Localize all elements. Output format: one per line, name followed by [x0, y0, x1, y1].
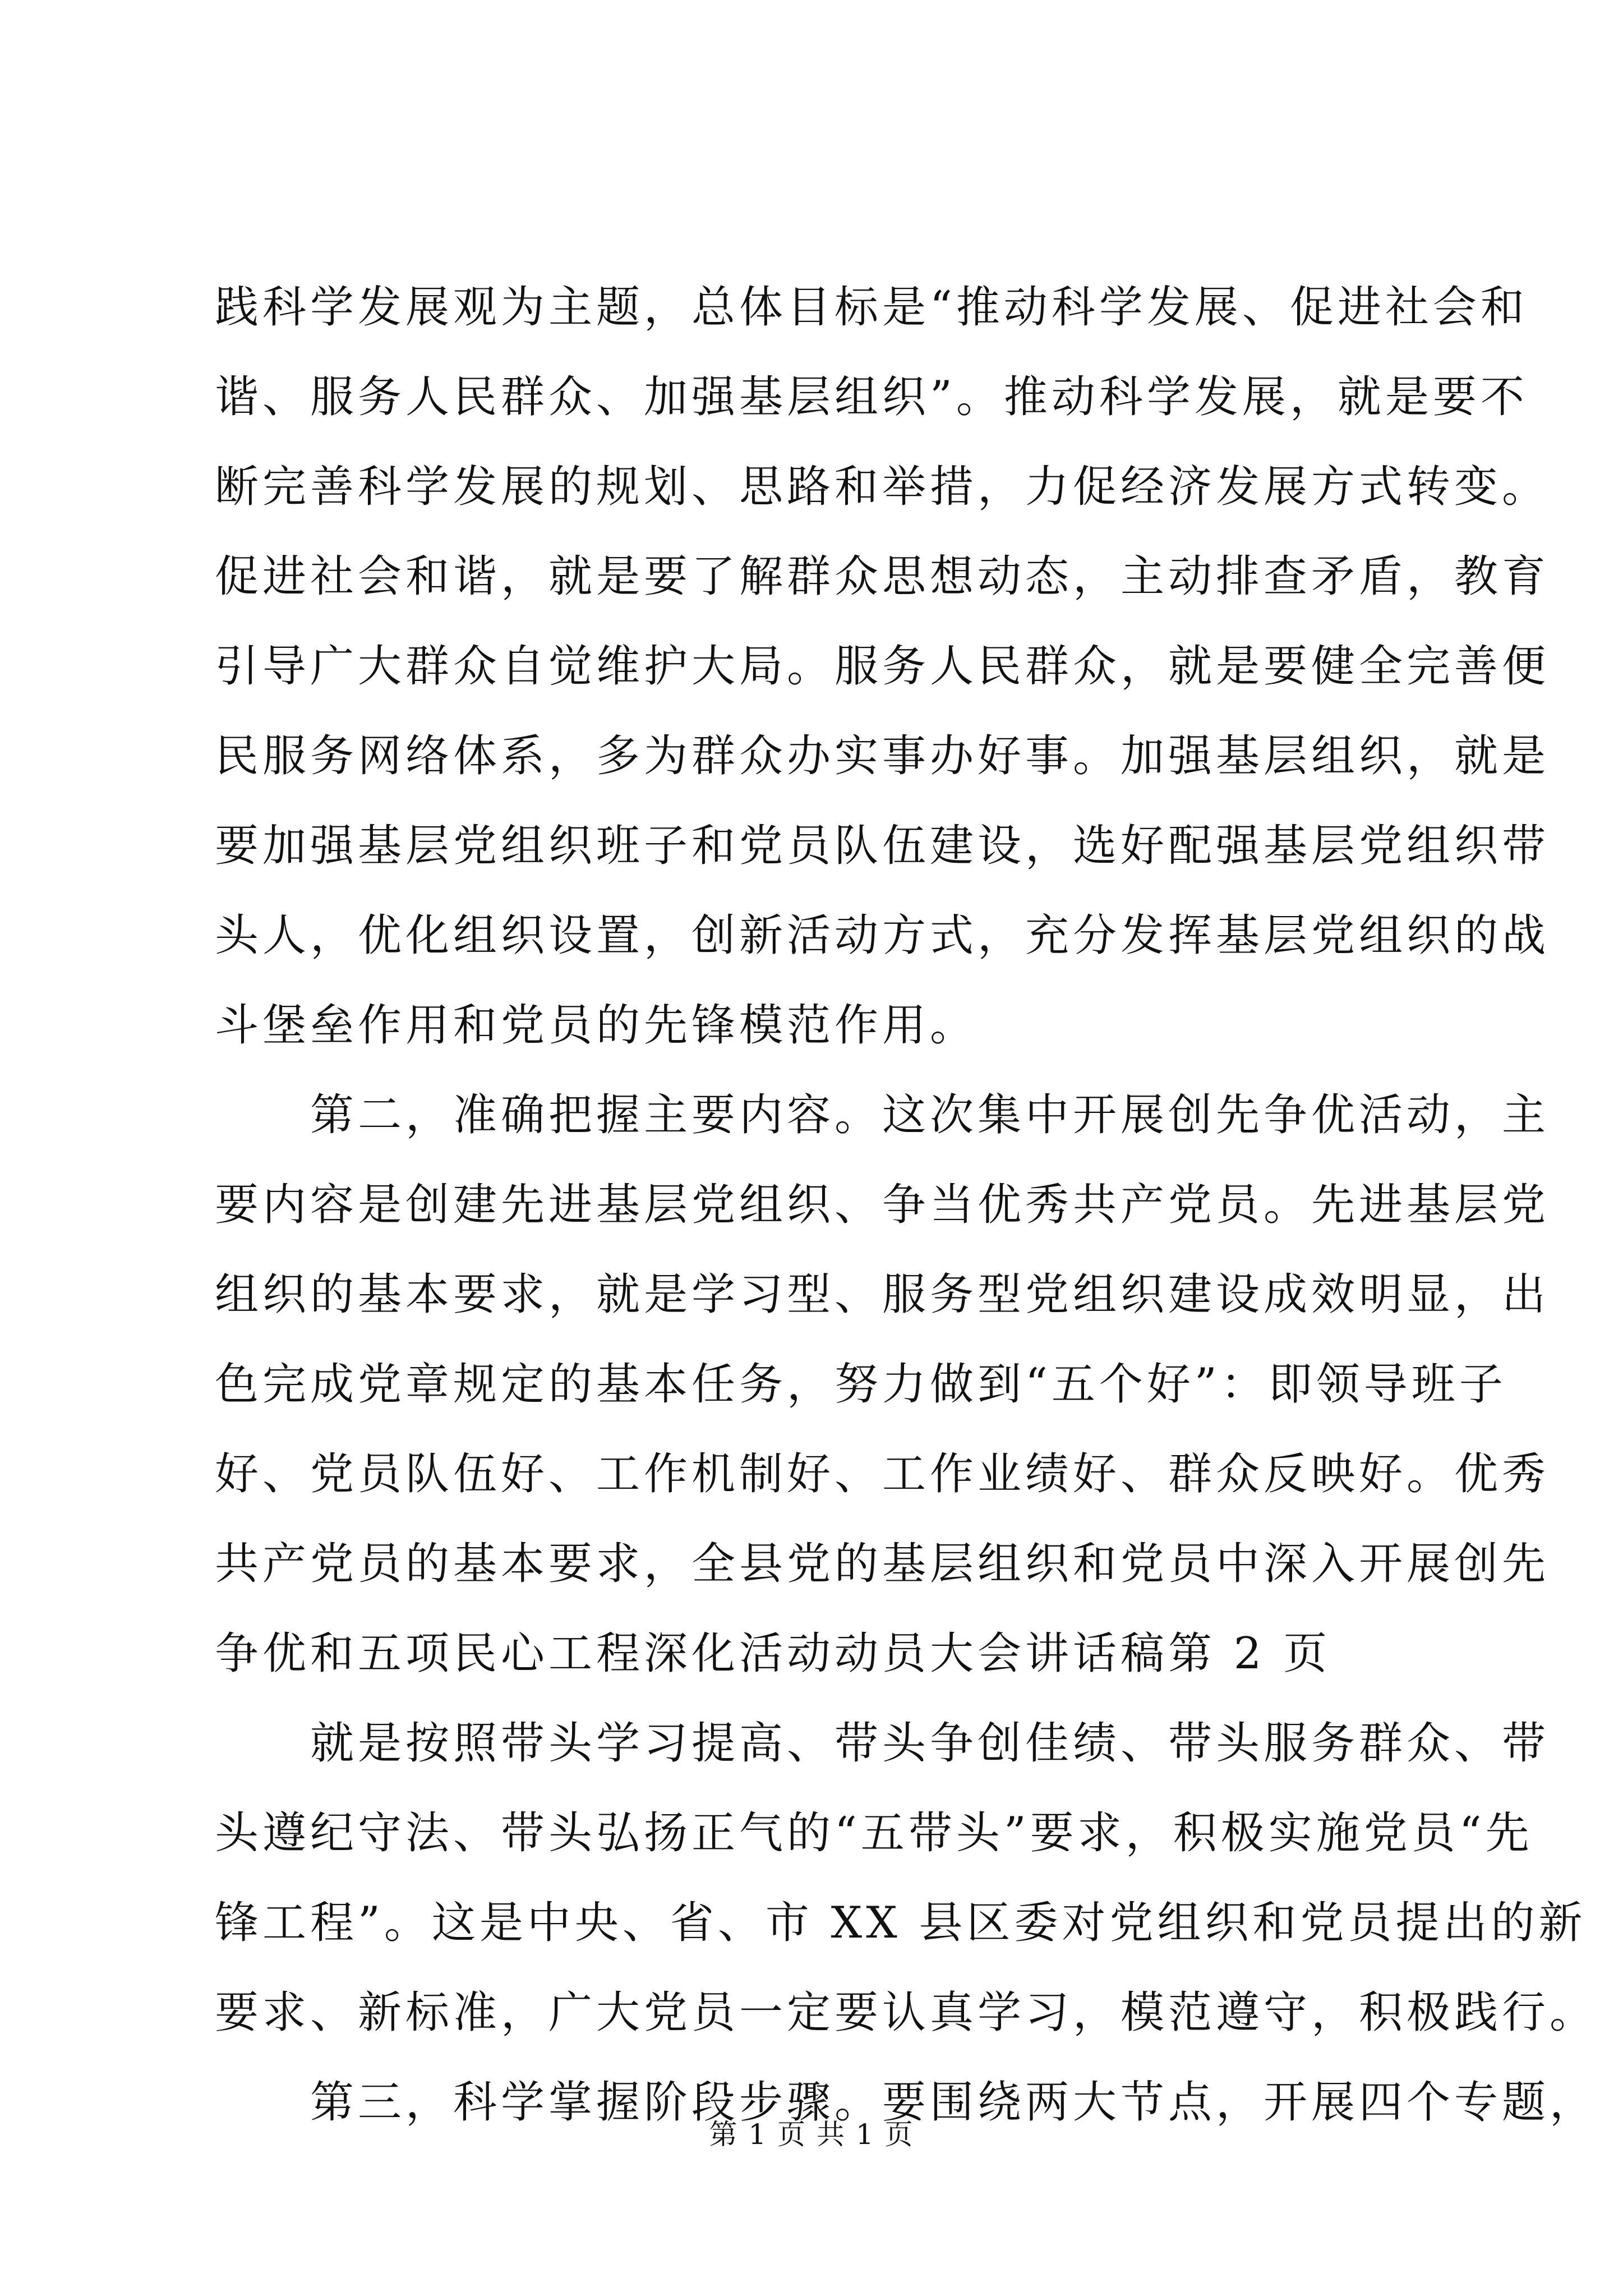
- text-line: 第二，准确把握主要内容。这次集中开展创先争优活动，主: [215, 1090, 1550, 1140]
- text-line: 要内容是创建先进基层党组织、争当优秀共产党员。先进基层党: [215, 1180, 1550, 1230]
- text-line: 要求、新标准，广大党员一定要认真学习，模范遵守，积极践行。: [215, 1987, 1598, 2038]
- text-line: 要加强基层党组织班子和党员队伍建设，选好配强基层党组织带: [215, 821, 1550, 871]
- text-line: 就是按照带头学习提高、带头争创佳绩、带头服务群众、带: [215, 1718, 1550, 1769]
- text-line: 民服务网络体系，多为群众办实事办好事。加强基层组织，就是: [215, 731, 1550, 781]
- text-line: 断完善科学发展的规划、思路和举措，力促经济发展方式转变。: [215, 462, 1550, 512]
- text-line: 色完成党章规定的基本任务，努力做到“五个好”：即领导班子: [215, 1359, 1507, 1410]
- text-line: 第三，科学掌握阶段步骤。要围绕两大节点，开展四个专题，: [215, 2077, 1598, 2128]
- text-line: 引导广大群众自觉维护大局。服务人民群众，就是要健全完善便: [215, 641, 1550, 692]
- text-line: 促进社会和谐，就是要了解群众思想动态，主动排查矛盾，教育: [215, 551, 1550, 602]
- page-footer: 第 1 页 共 1 页: [709, 2118, 914, 2151]
- text-line: 践科学发展观为主题，总体目标是“推动科学发展、促进社会和: [215, 282, 1528, 333]
- text-line: 头人，优化组织设置，创新活动方式，充分发挥基层党组织的战: [215, 910, 1550, 961]
- text-line: 头遵纪守法、带头弘扬正气的“五带头”要求，积极实施党员“先: [215, 1808, 1533, 1858]
- text-line: 组织的基本要求，就是学习型、服务型党组织建设成效明显，出: [215, 1269, 1550, 1320]
- text-line: 争优和五项民心工程深化活动动员大会讲话稿第 2 页: [215, 1628, 1331, 1679]
- text-line: 谐、服务人民群众、加强基层组织”。推动科学发展，就是要不: [215, 372, 1528, 422]
- text-line: 斗堡垒作用和党员的先锋模范作用。: [215, 1000, 978, 1051]
- text-line: 锋工程”。这是中央、省、市 XX 县区委对党组织和党员提出的新: [215, 1898, 1587, 1948]
- text-line: 好、党员队伍好、工作机制好、工作业绩好、群众反映好。优秀: [215, 1449, 1550, 1499]
- text-line: 共产党员的基本要求，全县党的基层组织和党员中深入开展创先: [215, 1539, 1550, 1589]
